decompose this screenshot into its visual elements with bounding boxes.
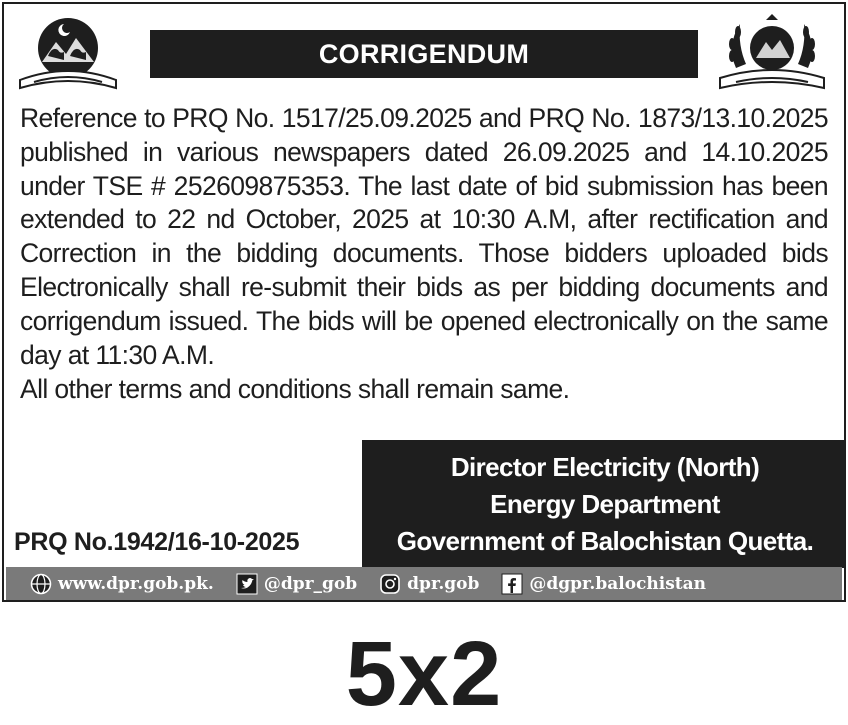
office-designation: Director Electricity (North)	[450, 451, 760, 482]
notice-advertisement	[2, 2, 846, 602]
footer-website[interactable]	[30, 573, 214, 595]
facebook-handle: @dgpr.balochistan	[529, 573, 707, 594]
instagram-handle: dpr.gob	[407, 573, 480, 594]
notice-closing-line: All other terms and conditions shall remain same.	[20, 374, 570, 405]
issuing-office-block	[362, 440, 846, 568]
footer-facebook[interactable]	[501, 573, 706, 595]
prq-number: PRQ No.1942/16-10-2025	[14, 528, 300, 556]
public-relations-emblem-logo	[716, 12, 828, 94]
office-department: Energy Department	[490, 488, 720, 519]
footer-instagram[interactable]	[379, 573, 479, 595]
balochistan-emblem-logo	[14, 12, 122, 92]
footer-contact-bar	[6, 567, 842, 600]
instagram-icon	[379, 573, 401, 595]
notice-title: CORRIGENDUM	[150, 30, 698, 78]
website-text: www.dpr.gob.pk.	[58, 573, 214, 594]
ad-size-label: 5x2	[345, 623, 503, 725]
notice-body	[20, 102, 828, 407]
twitter-icon	[236, 573, 258, 595]
footer-twitter[interactable]	[236, 573, 357, 595]
notice-paragraph: Reference to PRQ No. 1517/25.09.2025 and PRQ No. 1873/13.10.2025 published in various newspapers dated 26.09.2025 and 14.10.2025 under TSE # 252609875353. The last date of bid submission has been extended to 22 nd October, 2025 at 10:30 A.M, after rectification and Correction in the bidding documents. Those bidders uploaded bids Electronically shall re-submit their bids as per bidding documents and corrigendum issued. The bids will be opened electronically on the same day at 11:30 A.M.	[20, 103, 828, 370]
office-government: Government of Balochistan Quetta.	[396, 525, 814, 556]
facebook-icon	[501, 573, 523, 595]
globe-icon	[30, 573, 52, 595]
twitter-handle: @dpr_gob	[263, 573, 358, 594]
